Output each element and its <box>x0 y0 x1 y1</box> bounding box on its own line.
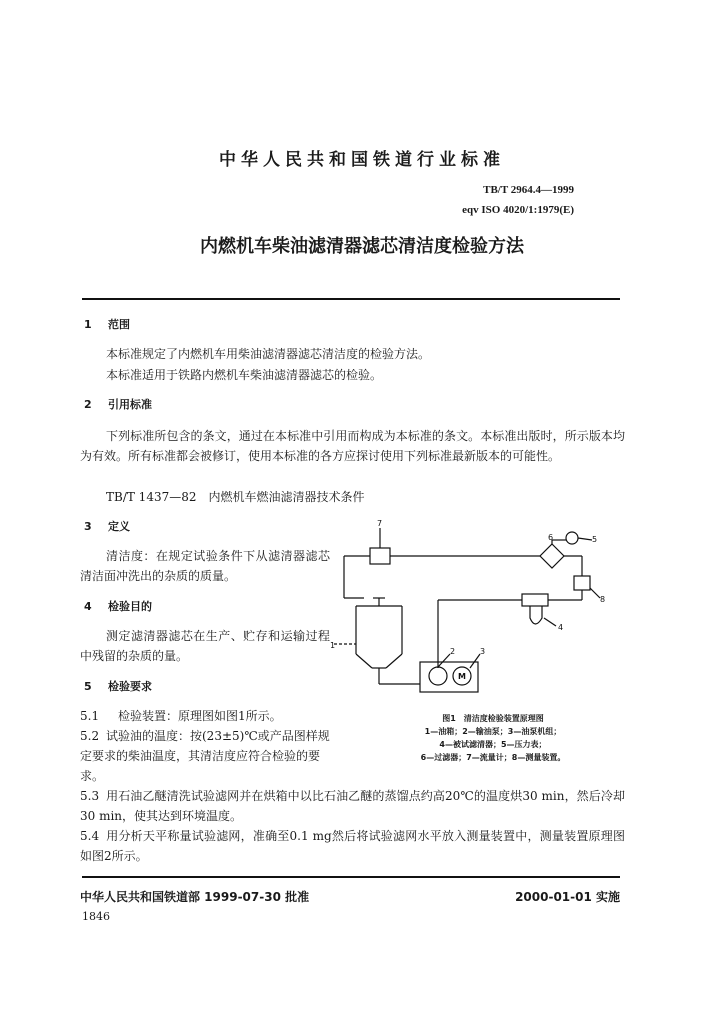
reference-standard: TB/T 1437—82 内燃机车燃油滤清器技术条件 <box>106 490 365 504</box>
item-5-1 <box>80 706 282 726</box>
section-5-heading <box>84 678 152 694</box>
pressure-gauge <box>566 532 578 544</box>
document-title: 内燃机车柴油滤清器滤芯清洁度检验方法 <box>200 236 524 257</box>
item-5-4 <box>80 826 625 866</box>
tested-filter-housing <box>522 594 548 606</box>
section-3-heading <box>84 518 130 534</box>
item-5-2 <box>80 726 332 786</box>
section-title: 引用标准 <box>108 398 152 411</box>
item-number: 5.3 <box>80 789 100 803</box>
label-5: 5 <box>592 535 598 544</box>
org-title: 中华人民共和国铁道行业标准 <box>219 150 505 170</box>
section-number: 1 <box>84 318 92 331</box>
section-number: 3 <box>84 520 92 533</box>
section-number: 2 <box>84 398 92 411</box>
caption-title: 图1 清洁度检验装置原理图 <box>442 714 544 723</box>
label-8: 8 <box>600 595 606 604</box>
label-1: 1 <box>330 641 336 650</box>
item-text: 用石油乙醚清洗试验滤网并在烘箱中以比石油乙醚的蒸馏点约高20℃的温度烘30 min，然后冷却30 min，使其达到环境温度。 <box>80 789 625 823</box>
section-1-para-2: 本标准适用于铁路内燃机车柴油滤清器滤芯的检验。 <box>106 368 383 382</box>
label-7: 7 <box>377 519 383 528</box>
section-title: 定义 <box>108 520 130 533</box>
figure-1-diagram <box>330 518 620 700</box>
leader-line <box>438 654 450 667</box>
leader-line <box>544 618 556 626</box>
page-number: 1846 <box>82 910 110 923</box>
leader-line <box>578 538 592 540</box>
section-title: 检验要求 <box>108 680 152 693</box>
item-number: 5.1 <box>80 709 100 723</box>
caption-line: 4—被试滤清器；5—压力表； <box>439 740 547 749</box>
label-6: 6 <box>548 533 554 542</box>
section-1-para-1: 本标准规定了内燃机车用柴油滤清器滤芯清洁度的检验方法。 <box>106 347 431 361</box>
section-3-para-1: 清洁度：在规定试验条件下从滤清器滤芯清洁面冲洗出的杂质的质量。 <box>80 549 330 583</box>
flow-meter <box>370 548 390 564</box>
tested-filter-bowl <box>530 606 542 624</box>
section-4-para-1: 测定滤清器滤芯在生产、贮存和运输过程中残留的杂质的量。 <box>80 629 330 663</box>
section-number: 4 <box>84 600 92 613</box>
caption-line: 1—油箱；2—输油泵；3—油泵机组； <box>424 727 562 736</box>
motor-label: M <box>458 672 466 681</box>
item-number: 5.4 <box>80 829 100 843</box>
label-3: 3 <box>480 647 486 656</box>
standard-number: TB/T 2964.4—1999 <box>483 184 574 196</box>
section-1-heading <box>84 316 130 332</box>
tank-cone <box>386 654 402 668</box>
section-2-para-1: 下列标准所包含的条文，通过在本标准中引用而构成为本标准的条文。本标准出版时，所示版本均为有效。所有标准都会被修订，使用本标准的各方应探讨使用下列标准最新版本的可能性。 <box>80 429 625 463</box>
section-title: 检验目的 <box>108 600 152 613</box>
tank-cone <box>356 654 372 668</box>
standard-equivalence: eqv ISO 4020/1:1979(E) <box>462 204 574 216</box>
header-rule <box>82 298 620 300</box>
oil-pump <box>429 667 447 685</box>
footer-rule <box>82 876 620 878</box>
item-text: 检验装置：原理图如图1所示。 <box>118 709 282 723</box>
caption-line: 6—过滤器；7—流量计；8—测量装置。 <box>420 753 566 762</box>
item-5-3 <box>80 786 625 826</box>
item-text: 试验油的温度：按(23±5)℃或产品图样规定要求的柴油温度，其清洁度应符合检验的要求。 <box>80 729 330 783</box>
label-2: 2 <box>450 647 456 656</box>
approval-date: 中华人民共和国铁道部 1999-07-30 批准 <box>80 890 310 904</box>
section-4-heading <box>84 598 152 614</box>
leader-line <box>590 588 600 598</box>
figure-caption <box>368 712 618 764</box>
filter-diamond <box>540 544 564 568</box>
label-4: 4 <box>558 623 564 632</box>
section-2-heading <box>84 396 152 412</box>
section-number: 5 <box>84 680 92 693</box>
measuring-device <box>574 576 590 590</box>
item-number: 5.2 <box>80 729 100 743</box>
implementation-date: 2000-01-01 实施 <box>515 890 620 904</box>
item-text: 用分析天平称量试验滤网，准确至0.1 mg然后将试验滤网水平放入测量装置中，测量装置原理图如图2所示。 <box>80 829 625 863</box>
section-title: 范围 <box>108 318 130 331</box>
